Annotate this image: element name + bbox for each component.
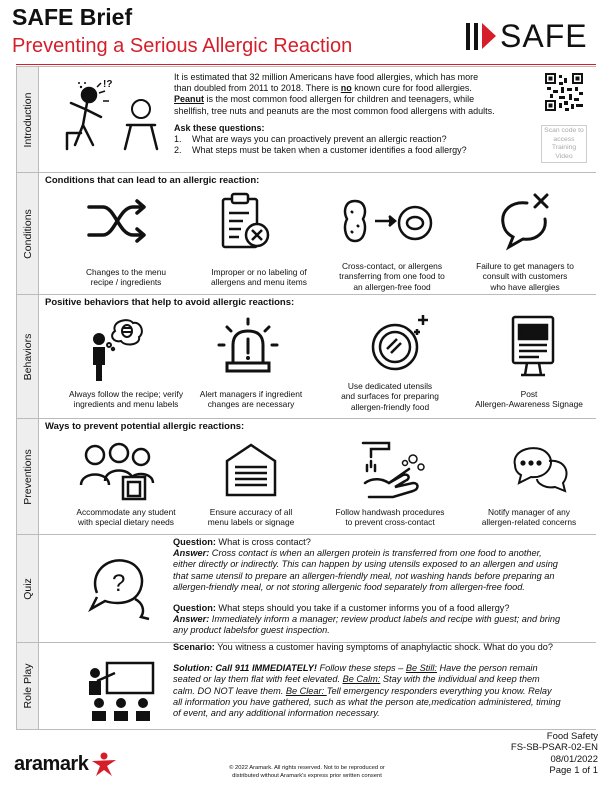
header-divider [16,64,596,65]
intro-paragraph: It is estimated that 32 million Americans have food allergies, which has more than doubled from 2011 to 2018. There is no known cure for food allergies. Peanut is the most common food allergen for children and teenagers, while shellfish, tree nuts and peanuts are the most common food allergens with adults. Ask these questions: 1. What are ways you can proactively prevent an allergic reaction? 2. What steps must be taken when a customer identifies a food allergy? [174,72,495,156]
handwash-icon [359,439,429,503]
prevention-caption-4: Notify manager of any allergen-related concerns [481,507,577,528]
qr-caption: Scan code to access Training Video [541,125,587,163]
quiz-question-2: What steps should you take if a customer informs you of a food allergy? [215,603,510,614]
qr-code-icon[interactable] [545,73,583,111]
behaviors-heading: Positive behaviors that help to avoid allergic reactions: [45,297,295,308]
clean-plate-icon [365,311,435,373]
brief-title: SAFE Brief [12,4,133,30]
section-label: Introduction [17,67,39,172]
presentation-icon [85,659,157,721]
quiz-text: Question: What is cross contact? Answer: Cross contact is when an allergen protein is transferred from one food to another, either directly or indirectly. This can happen by using utensils exposed to an allergen and using that same utensil to prepare an allergen-friendly meal, not washing hands before preparing an allergen-friendly meal, or not storing allergenic food separately from allergen-free food. Question: What steps should you take if a customer informs you of a food allergy? Answer: Immediately inform a manager; review product labels and recipe with guest; and bring any product labelsfor guest inspection. [173,537,561,636]
behavior-caption-3: Use dedicated utensils and surfaces for preparing allergen-friendly food [341,381,439,412]
quiz-question-1: What is cross contact? [215,537,311,547]
safe-logo [466,20,588,52]
peanut-transfer-icon [343,197,435,245]
svg-text:!?: !? [103,79,113,90]
document-date: 08/01/2022 [550,753,598,765]
section-label: Role Play [17,643,39,729]
roleplay-section [16,642,596,730]
ask-heading: Ask these questions [174,122,262,133]
document-info [511,731,598,777]
section-label: Quiz [17,535,39,642]
group-icon [79,441,155,501]
chat-bubbles-icon [507,439,571,501]
introduction-section [16,66,596,172]
prevention-caption-2: Ensure accuracy of all menu labels or signage [207,507,295,528]
menu-board-icon [223,441,279,499]
prevention-caption-3: Follow handwash procedures to prevent cross-contact [335,507,445,528]
conditions-section [16,172,596,294]
roleplay-text: Scenario: You witness a customer having symptoms of anaphylactic shock. What do you do? Solution: Call 911 IMMEDIATELY! Follow these steps – Be Still: Have the person remain seated or lay them flat with feet elevated. Be Calm: Stay with the individual and keep them calm. DO NOT leave them. Be Clear: Tell emergency responders everything you know. Relay all information you have gathered, such as what the person ate,medication administered, timing of event, and any additional information necessary. [173,642,561,719]
aramark-wordmark: aramark [14,752,89,775]
preventions-section [16,418,596,534]
speech-x-icon [497,191,553,251]
brief-subtitle: Preventing a Serious Allergic Reaction [12,35,353,57]
section-label: Behaviors [17,295,39,418]
thinking-person-icon [85,317,145,383]
department: Food Safety [546,731,598,742]
condition-caption-2: Improper or no labeling of allergens and menu items [211,267,307,288]
conditions-heading: Conditions that can lead to an allergic reaction: [45,175,260,186]
behavior-caption-1: Always follow the recipe; verify ingredients and menu labels [68,389,184,410]
svg-text:?: ? [112,570,126,597]
document-code: FS-SB-PSAR-02-EN [510,742,598,754]
aramark-star-icon [90,751,118,777]
intro-question-1: What are ways you can proactively prevent an allergic reaction? [192,134,447,145]
behaviors-section [16,294,596,418]
prevention-caption-1: Accommodate any student with special dietary needs [76,507,176,528]
copyright-notice: © 2022 Aramark. All rights reserved. Not to be reproduced or distributed without Aramark's express prior written consent [229,765,385,779]
condition-caption-3: Cross-contact, or allergens transferring from one food to an allergen-free food [339,261,445,292]
section-label: Preventions [17,419,39,534]
safe-logo-text: SAFE [500,18,588,54]
safe-logo-mark-icon [466,23,496,50]
shuffle-icon [87,199,149,243]
preventions-heading: Ways to prevent potential allergic reactions: [45,421,245,432]
behavior-caption-4: Post Allergen-Awareness Signage [475,389,583,410]
condition-caption-1: Changes to the menu recipe / ingredients [85,267,167,288]
page-number: Page 1 of 1 [549,765,598,777]
intro-question-2: What steps must be taken when a customer identifies a food allergy? [192,145,467,156]
signage-icon [509,313,557,379]
clipboard-x-icon [219,191,271,251]
allergic-person-icon [57,73,165,153]
roleplay-scenario: You witness a customer having symptoms of anaphylactic shock. What do you do? [214,642,553,652]
section-label: Conditions [17,173,39,294]
behavior-caption-2: Alert managers if ingredient changes are necessary [199,389,303,410]
alert-siren-icon [217,315,279,377]
quiz-section [16,534,596,642]
question-bubbles-icon [83,553,153,621]
condition-caption-4: Failure to get managers to consult with customers who have allergies [476,261,574,292]
aramark-logo [14,751,118,777]
